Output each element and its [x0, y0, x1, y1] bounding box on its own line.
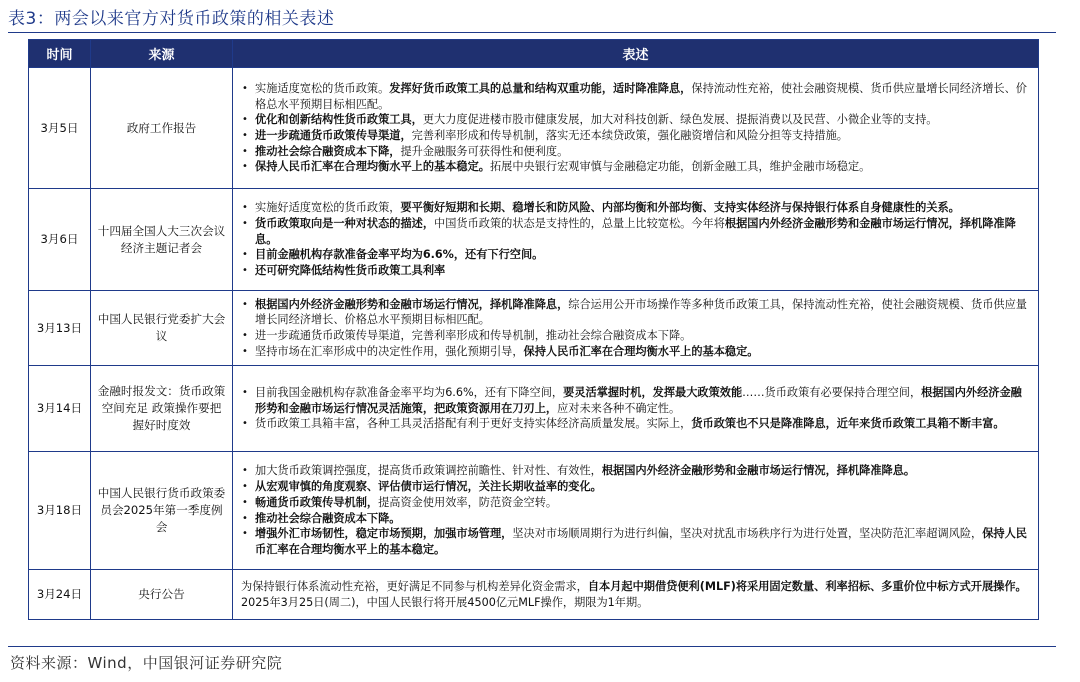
table-row — [29, 570, 1039, 620]
emphasis-text: 推动社会综合融资成本下降。 — [255, 511, 401, 525]
statement-bullet — [241, 112, 1032, 128]
statement-bullet — [241, 463, 1032, 479]
statement-bullet — [241, 297, 1032, 328]
statement-text: 坚持市场在汇率形成中的决定性作用，强化预期引导， — [255, 344, 524, 358]
statement-text: 进一步疏通货币政策传导渠道，完善利率形成和传导机制，推动社会综合融资成本下降。 — [255, 329, 692, 342]
row-source: 金融时报发文：货币政策空间充足 政策操作要把握好时度效 — [91, 366, 233, 452]
row-source: 政府工作报告 — [91, 68, 233, 189]
row-source: 央行公告 — [91, 570, 233, 620]
emphasis-text: 根据国内外经济金融形势和金融市场运行情况灵活施策，把政策资源用在刀刃上， — [255, 385, 1022, 415]
statement-bullet — [241, 385, 1032, 416]
emphasis-text: 发挥好货币政策工具的总量和结构双重功能，适时降准降息， — [389, 81, 692, 95]
table-header-row — [29, 40, 1039, 68]
statement-text: 拓展中央银行宏观审慎与金融稳定功能，创新金融工具，维护金融市场稳定。 — [489, 160, 871, 174]
table-row — [29, 291, 1039, 366]
table-row — [29, 189, 1039, 291]
statement-bullet — [241, 479, 1032, 495]
statement-text: 提高资金使用效率，防范资金空转。 — [378, 495, 558, 509]
statement-text: 中国货币政策的状态是支持性的，总量上比较宽松。今年将 — [434, 216, 725, 230]
row-date: 3月13日 — [29, 291, 91, 366]
policy-statements-table — [28, 39, 1039, 620]
emphasis-text: 增强外汇市场韧性，稳定市场预期，加强市场管理， — [255, 527, 513, 541]
emphasis-text: 货币政策取向是一种对状态的描述， — [255, 216, 435, 230]
row-statement — [233, 366, 1039, 452]
statement-text: 加大货币政策调控强度，提高货币政策调控前瞻性、针对性、有效性， — [255, 464, 602, 478]
statement-text: 保持流动性充裕，使社会融资规模、货币供应量增长同经济增长、价格总水平预期目标相匹配。 — [255, 81, 1027, 111]
emphasis-text: 根据国内外经济金融形势和金融市场运行情况，择机降准降息。 — [601, 464, 916, 478]
header-time: 时间 — [29, 40, 91, 68]
statement-text: ……货币政策有必要保持合理空间， — [742, 385, 922, 399]
emphasis-text: 还可研究降低结构性货币政策工具利率 — [255, 264, 446, 278]
table-row — [29, 452, 1039, 570]
statement-bullet — [241, 511, 1032, 527]
emphasis-text: 自本月起中期借贷便利(MLF)将采用固定数量、利率招标、多重价位中标方式开展操作。 — [587, 579, 1027, 593]
row-source: 中国人民银行党委扩大会议 — [91, 291, 233, 366]
emphasis-text: 目前金融机构存款准备金率平均为6.6%，还有下行空间。 — [255, 248, 544, 262]
statement-bullet — [241, 328, 1032, 344]
row-date: 3月5日 — [29, 68, 91, 189]
emphasis-text: 根据国内外经济金融形势和金融市场运行情况，择机降准降息， — [255, 297, 569, 311]
statement-paragraph — [241, 579, 1032, 610]
header-statement: 表述 — [233, 40, 1039, 68]
statement-bullet — [241, 144, 1032, 160]
emphasis-text: 要平衡好短期和长期、稳增长和防风险、内部均衡和外部均衡、支持实体经济与保持银行体系自身健康性的关系。 — [400, 201, 960, 215]
row-statement — [233, 68, 1039, 189]
statement-bullet — [241, 128, 1032, 144]
emphasis-text: 保持人民币汇率在合理均衡水平上的基本稳定。 — [255, 527, 1027, 556]
statement-text: 坚决对市场顺周期行为进行纠偏，坚决对扰乱市场秩序行为进行处置，坚决防范汇率超调风险， — [512, 527, 983, 541]
emphasis-text: 从宏观审慎的角度观察、评估债市运行情况，关注长期收益率的变化。 — [255, 480, 602, 494]
table-row — [29, 68, 1039, 189]
row-source: 中国人民银行货币政策委员会2025年第一季度例会 — [91, 452, 233, 570]
statement-bullet — [241, 526, 1032, 557]
statement-text: 提升金融服务可获得性和便利度。 — [400, 144, 569, 158]
header-source: 来源 — [91, 40, 233, 68]
statement-text: 更大力度促进楼市股市健康发展，加大对科技创新、绿色发展、提振消费以及民营、小微企业等的支持。 — [422, 113, 938, 127]
emphasis-text: 根据国内外经济金融形势和金融市场运行情况，择机降准降息。 — [255, 216, 1016, 246]
statement-text: 综合运用公开市场操作等多种货币政策工具，保持流动性充裕，使社会融资规模、货币供应量增长同经济增长、价格总水平预期目标相匹配。 — [255, 297, 1027, 327]
row-statement — [233, 570, 1039, 620]
statement-bullet — [241, 159, 1032, 175]
statement-bullet — [241, 416, 1032, 432]
statement-bullet — [241, 81, 1032, 112]
emphasis-text: 要灵活掌握时机，发挥最大政策效能 — [563, 385, 743, 399]
row-date: 3月14日 — [29, 366, 91, 452]
row-date: 3月24日 — [29, 570, 91, 620]
row-date: 3月6日 — [29, 189, 91, 291]
source-note: 资料来源：Wind，中国银河证券研究院 — [10, 654, 283, 672]
statement-bullet — [241, 263, 1032, 279]
table-row — [29, 366, 1039, 452]
emphasis-text: 优化和创新结构性货币政策工具， — [255, 113, 423, 127]
statement-text: 完善利率形成和传导机制，落实无还本续贷政策，强化融资增信和风险分担等支持措施。 — [411, 129, 848, 142]
emphasis-text: 畅通货币政策传导机制， — [255, 495, 379, 509]
row-statement — [233, 291, 1039, 366]
title-divider — [8, 32, 1056, 33]
statement-bullet — [241, 495, 1032, 511]
emphasis-text: 进一步疏通货币政策传导渠道， — [255, 129, 412, 142]
statement-text: 货币政策工具箱丰富，各种工具灵活搭配有利于更好支持实体经济高质量发展。实际上， — [255, 417, 692, 431]
statement-text: 2025年3月25日(周二)，中国人民银行将开展4500亿元MLF操作，期限为1年期。 — [241, 595, 649, 609]
table-title: 表3：两会以来官方对货币政策的相关表述 — [8, 9, 335, 29]
row-date: 3月18日 — [29, 452, 91, 570]
statement-text: 实施好适度宽松的货币政策， — [255, 201, 401, 215]
row-statement — [233, 189, 1039, 291]
emphasis-text: 保持人民币汇率在合理均衡水平上的基本稳定。 — [255, 160, 490, 174]
row-source: 十四届全国人大三次会议经济主题记者会 — [91, 189, 233, 291]
emphasis-text: 保持人民币汇率在合理均衡水平上的基本稳定。 — [523, 344, 759, 358]
statement-bullet — [241, 247, 1032, 263]
statement-text: 为保持银行体系流动性充裕，更好满足不同参与机构差异化资金需求， — [241, 579, 588, 593]
statement-text: 应对未来各种不确定性。 — [557, 401, 681, 415]
statement-bullet — [241, 216, 1032, 247]
row-statement — [233, 452, 1039, 570]
statement-text: 实施适度宽松的货币政策。 — [255, 81, 390, 95]
footer-divider — [8, 646, 1056, 647]
emphasis-text: 货币政策也不只是降准降息，近年来货币政策工具箱不断丰富。 — [691, 417, 1005, 431]
statement-text: 目前我国金融机构存款准备金率平均为6.6%，还有下降空间， — [255, 385, 564, 399]
statement-bullet — [241, 200, 1032, 216]
statement-bullet — [241, 344, 1032, 360]
emphasis-text: 推动社会综合融资成本下降， — [255, 144, 401, 158]
